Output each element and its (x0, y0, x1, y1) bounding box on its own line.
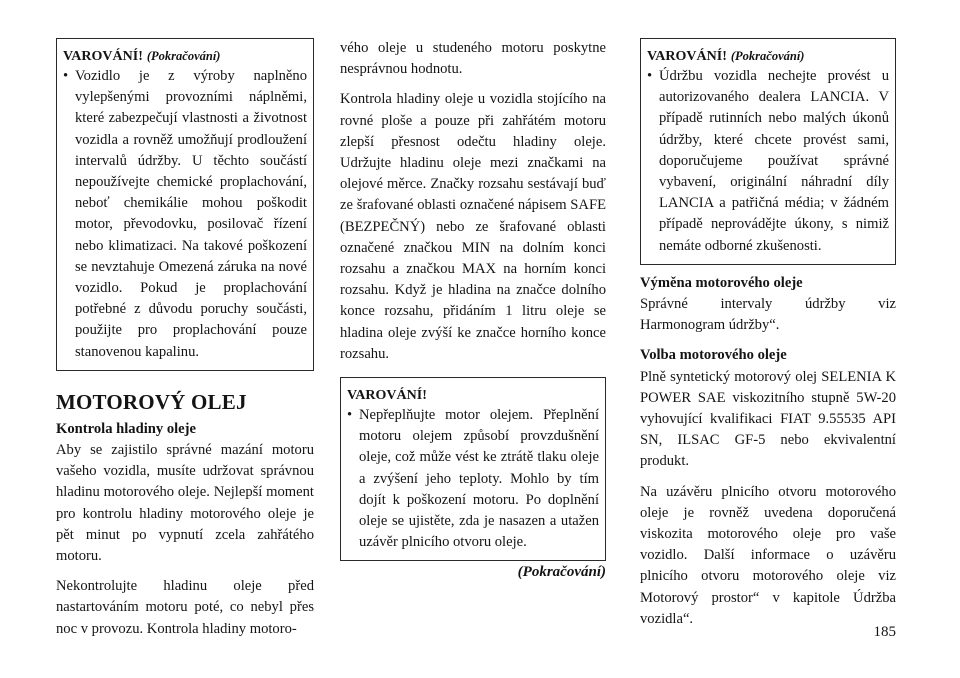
page-number: 185 (873, 624, 896, 640)
warning-bullet-item (63, 66, 307, 363)
warning-continued-label: (Pokračování) (730, 49, 805, 63)
warning-box-service (640, 38, 896, 265)
column-left (56, 38, 314, 640)
bullet-icon: • (647, 68, 653, 84)
warning-label: VAROVÁNÍ! (647, 49, 727, 64)
paragraph: Nekontrolujte hladinu oleje před nastartováním motoru poté, co nebyl přes noc v provozu. Kontrola hladiny motoro- (56, 578, 314, 637)
column-right (640, 38, 896, 639)
warning-text: Vozidlo je z výroby naplněno vylepšenými provozními náplněmi, které zabezpečují vlastnosti a životnost vozidla a rovněž umožňují prodloužení intervalů údržby. U těchto součástí nepoužívejte chemické proplachování, neboť chemikálie mohou poškodit motor, převodovku, posilovač řízení nebo klimatizaci. Na takové poškození se nevztahuje Omezená záruka na nové vozidlo. Pokud je proplachování potřebné z důvodu poruchy součásti, použijte pro proplachování pouze stanovenou kapalinu. (75, 68, 307, 360)
warning-box-fluids (56, 38, 314, 371)
paragraph: Kontrola hladiny oleje u vozidla stojícího na rovné ploše a pouze při zahřátém motoru zlepší přesnost odečtu hladiny oleje. Udržujte hladinu oleje mezi značkami na olejové měrce. Značky rozsahu sestávají buď ze šrafované oblasti označené nápisem SAFE (BEZPEČNÝ) nebo ze šrafované oblasti označené značkou MIN na dolním konci rozsahu a značkou MAX na horním konci rozsahu. Když je hladina na značce dolního konce rozsahu, přidáním 1 litru oleje se hladina oleje zvýší ke značce horního konce rozsahu. (340, 91, 606, 362)
warning-title: VAROVÁNÍ! (347, 388, 427, 404)
warning-bullet-item (347, 405, 599, 553)
bullet-icon: • (63, 68, 69, 84)
heading-oil-change: Výměna motorového oleje (640, 274, 803, 291)
warning-continued-label: (Pokračování) (146, 49, 221, 63)
column-middle (340, 38, 606, 583)
paragraph: Plně syntetický motorový olej SELENIA K POWER SAE viskozitního stupně 5W-20 vyhovující kvalifikaci FIAT 9.55535 API SN, ILSAC GF-5 nebo ekvivalentní produkt. (640, 368, 896, 470)
warning-title (63, 47, 307, 66)
paragraph: Aby se zajistilo správné mazání motoru vašeho vozidla, musíte udržovat správnou hladinu motorového oleje. Nejlepší moment pro kontrolu hladiny motorového oleje je pět minut po vypnutí zcela zahřátého motoru. (56, 442, 314, 565)
warning-label: VAROVÁNÍ! (63, 49, 143, 64)
warning-text: Údržbu vozidla nechejte provést u autorizovaného dealera LANCIA. V případě rutinních nebo malých úkonů údržby, které chcete provést sami, doporučujeme používat správné vybavení, originální náhradní díly LANCIA a patřičná média; v žádném případě neprovádějte úkony, s nimiž nemáte odborné zkušenosti. (659, 68, 889, 254)
section-title: MOTOROVÝ OLEJ (56, 389, 247, 414)
subsection-title: Kontrola hladiny oleje (56, 420, 197, 437)
warning-title (647, 47, 889, 66)
paragraph: Na uzávěru plnicího otvoru motorového oleje je rovněž uvedena doporučená viskozita motorového oleje pro vaše vozidlo. Další informace o uzávěru plnicího otvoru motorového oleje viz Motorový prostor“ v kapitole Údržba vozidla“. (640, 483, 896, 627)
continued-label: (Pokračování) (517, 564, 606, 581)
paragraph: vého oleje u studeného motoru poskytne nesprávnou hodnotu. (340, 40, 606, 78)
warning-text: Nepřeplňujte motor olejem. Přeplnění motoru olejem způsobí provzdušnění oleje, což může vést ke ztrátě tlaku oleje a zvýšení jeho teploty. Mohlo by tím dojít k poškození motoru. Po doplnění oleje se ujistěte, zda je nasazen a utažen uzávěr plnicího otvoru oleje. (359, 407, 599, 551)
warning-box-overfill (340, 377, 606, 561)
paragraph: Správné intervaly údržby viz Harmonogram údržby“. (640, 296, 896, 334)
heading-oil-selection: Volba motorového oleje (640, 347, 787, 364)
bullet-icon: • (347, 407, 353, 424)
warning-bullet-item (647, 66, 889, 257)
